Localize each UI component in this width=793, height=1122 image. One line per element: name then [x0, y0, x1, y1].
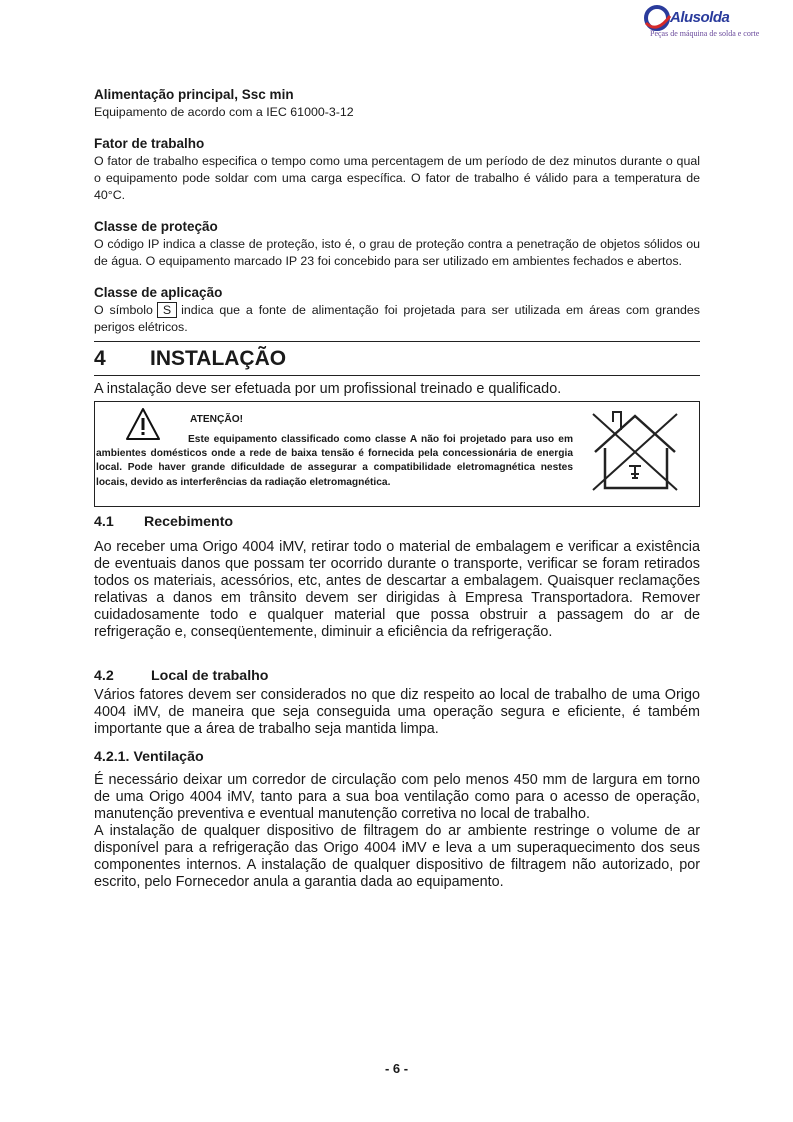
- section-4-1-number: 4.1: [94, 514, 114, 530]
- section-4-1-title: Recebimento: [144, 514, 234, 530]
- section-4-2-number: 4.2: [94, 668, 114, 684]
- page-content: [94, 86, 700, 891]
- warning-body: Este equipamento classificado como classe A não foi projetado para uso em ambientes domésticos onde a rede de baixa tensão é fornecida pela concessionária de energia local. Pode haver grande dificuldade de assegurar a compatibilidade eletromagnética nestes locais, devido as interferências da radiação eletromagnética.: [96, 434, 573, 488]
- section-4-2-title: Local de trabalho: [151, 668, 269, 684]
- no-domestic-use-icon: [589, 408, 681, 494]
- section-title-alimentacao: Alimentação principal, Ssc min: [94, 87, 294, 102]
- chapter-number: 4: [94, 346, 106, 370]
- symbol-text-before: O símbolo: [94, 303, 153, 317]
- section-4-2-1-title: 4.2.1. Ventilação: [94, 749, 204, 765]
- page-number: - 6 -: [384, 1061, 409, 1076]
- warning-title: ATENÇÃO!: [190, 414, 244, 425]
- symbol-s-box: S: [157, 302, 177, 318]
- section-4-1-text: Ao receber uma Origo 4004 iMV, retirar todo o material de embalagem e verificar a existência de eventuais danos que possam ter ocorrido durante o transporte, verificar se foram retirados todos os materiais, acessórios, etc, antes de descartar a embalagem. Quaisquer reclamações relativas a danos em trânsito devem ser dirigidas à Empresa Transportadora. Remover cuidadosamente todo e qualquer material que possa obstruir a passagem do ar de refrigeração e, conseqüentemente, diminuir a eficiência da refrigeração.: [94, 539, 700, 640]
- section-title-fator: Fator de trabalho: [94, 136, 205, 151]
- section-text-fator: O fator de trabalho especifica o tempo como uma percentagem de um período de dez minutos durante o qual o equipamento pode soldar com uma carga específica. O fator de trabalho é válido para a temperatura de 40°C.: [94, 154, 700, 202]
- symbol-text-after: indica que a fonte de alimentação foi projetada para ser utilizada em áreas com grandes perigos elétricos.: [94, 303, 700, 334]
- section-title-classe-protecao: Classe de proteção: [94, 219, 218, 234]
- section-4-2-1-text-2: A instalação de qualquer dispositivo de filtragem do ar ambiente restringe o volume de ar disponível para a refrigeração das Origo 4004 iMV e leva a um superaquecimento dos seus componentes internos. A instalação de qualquer dispositivo de filtragem não autorizado, por escrito, pelo Fornecedor anula a garantia dada ao equipamento.: [94, 823, 700, 890]
- section-4-1-heading: [94, 513, 700, 532]
- brand-logo: [640, 2, 790, 42]
- section-text-classe-aplicacao: [94, 302, 700, 336]
- section-4-2-heading: [94, 667, 700, 686]
- chapter-intro: A instalação deve ser efetuada por um profissional treinado e qualificado.: [94, 381, 562, 397]
- section-4-2-text: Vários fatores devem ser considerados no que diz respeito ao local de trabalho de uma Origo 4004 iMV, de maneira que seja conseguida uma operação segura e eficiente, é também importante que a área de trabalho seja mantida limpa.: [94, 687, 700, 737]
- brand-name: Alusolda: [670, 9, 730, 26]
- section-title-classe-aplicacao: Classe de aplicação: [94, 285, 223, 300]
- chapter-title: INSTALAÇÃO: [150, 346, 287, 370]
- warning-text: [96, 433, 573, 490]
- section-4-2-1-text-1: É necessário deixar um corredor de circulação com pelo menos 450 mm de largura em torno de uma Origo 4004 iMV, tanto para a sua boa ventilação como para o acesso de operação, manutenção preventiva e eventual manutenção corretiva no local de trabalho.: [94, 772, 700, 822]
- section-text-alimentacao: Equipamento de acordo com a IEC 61000-3-12: [94, 105, 354, 119]
- brand-tagline: Peças de máquina de solda e corte: [650, 29, 760, 38]
- chapter-heading: [94, 341, 700, 376]
- warning-box: [94, 401, 700, 507]
- section-text-classe-protecao: O código IP indica a classe de proteção, isto é, o grau de proteção contra a penetração de objetos sólidos ou de água. O equipamento marcado IP 23 foi concebido para ser utilizado em ambientes fechados e abertos.: [94, 237, 700, 268]
